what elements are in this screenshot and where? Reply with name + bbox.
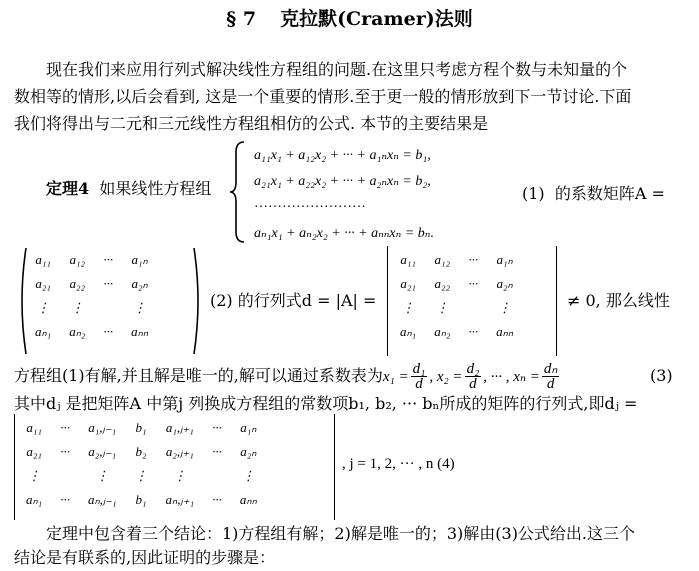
eq-number-3: (3) (650, 366, 673, 385)
coef-matrix-cell: a₂₁ (35, 276, 51, 291)
dj-matrix-cell: aₙ₁ (26, 492, 43, 507)
system-brace (228, 140, 248, 244)
theorem-lead (46, 175, 211, 202)
det-matrix-cell: a₂₁ (400, 276, 416, 291)
dj-matrix-cell: ⋮ (27, 468, 41, 483)
coef-matrix-cell (94, 296, 122, 320)
dj-index-range: , j = 1, 2, ··· , n (4) (342, 456, 455, 472)
det-matrix-row (391, 296, 522, 320)
fraction-d2-num: d₂ (466, 361, 480, 377)
det-matrix-cell: ··· (468, 252, 479, 267)
coef-matrix-cell: ⋮ (133, 300, 147, 315)
coef-matrix-text: 的系数矩阵A = (554, 184, 665, 203)
dj-matrix-cell: ··· (60, 444, 70, 459)
xn-label: , ··· , xₙ = (483, 369, 540, 385)
matrix-right-paren (192, 246, 204, 356)
fraction-dn-den: d (546, 376, 555, 392)
coef-matrix-cell: ⋮ (70, 300, 84, 315)
fraction-d1 (411, 362, 428, 391)
dj-matrix-cell: ··· (212, 444, 222, 459)
det-matrix-cell: ⋮ (401, 300, 415, 315)
det-matrix-cell (459, 296, 487, 320)
coef-matrix-cell: a₂ₙ (131, 276, 148, 291)
fraction-d1-num: d₁ (412, 361, 426, 377)
coef-matrix-cell: aₙ₂ (69, 324, 86, 339)
theorem-label: 定理4 (46, 179, 90, 198)
intro-line-3: 我们将得出与二元和三元线性方程组相仿的公式. 本节的主要结果是 (14, 114, 489, 133)
coef-matrix-cell: ··· (103, 252, 114, 267)
equation-system (254, 143, 434, 247)
dj-right-bar (334, 414, 335, 520)
coef-matrix-row (26, 296, 157, 320)
dj-left-bar (14, 414, 15, 520)
dj-matrix-cell: aₙₙ (239, 492, 257, 507)
dj-matrix-cell: ··· (60, 420, 70, 435)
dj-matrix-cell: a₁₁ (26, 420, 42, 435)
dj-matrix (17, 416, 266, 512)
det-right-bar (556, 246, 557, 356)
coef-matrix-cell: a₁₂ (69, 252, 86, 267)
dj-matrix-cell: a₂₁ (26, 444, 42, 459)
dj-matrix-cell: ⋮ (95, 468, 109, 483)
x2-label: , x₂ = (429, 369, 463, 385)
theorem-lead-text: 如果线性方程组 (99, 179, 212, 198)
dj-matrix-cell: b₁ (135, 420, 147, 435)
det-matrix-cell: aₙ₁ (400, 324, 417, 339)
conclusion-line-2: 结论是有联系的,因此证明的步骤是： (14, 548, 276, 567)
dj-matrix-cell: a₁ₙ (240, 420, 257, 435)
det-matrix-cell: aₙ₂ (434, 324, 451, 339)
coef-matrix-cell: a₁₁ (35, 252, 51, 267)
eq-number-1: (1) (522, 184, 545, 203)
coefficient-matrix (26, 248, 157, 344)
determinant-text: (2) 的行列式d = |A| = (210, 291, 377, 310)
dj-matrix-cell: ⋮ (173, 468, 187, 483)
det-matrix-cell: a₂₂ (434, 276, 451, 291)
dj-matrix-cell: b₁ (135, 492, 147, 507)
dj-matrix-cell: a₂,ⱼ₊₁ (165, 444, 194, 459)
dj-matrix-cell: a₂,ⱼ₋₁ (88, 444, 117, 459)
dj-matrix-cell: ⋮ (134, 468, 148, 483)
nonzero-condition: ≠ 0, 那么线性 (567, 291, 670, 310)
dj-matrix-row (17, 488, 266, 512)
dj-matrix-cell: b₂ (135, 444, 147, 459)
dj-matrix-row (17, 440, 266, 464)
det-left-bar (387, 246, 388, 356)
dj-matrix-cell (203, 464, 231, 488)
det-matrix-cell: ··· (468, 324, 479, 339)
dj-matrix-cell: ··· (212, 420, 222, 435)
dj-matrix-cell: a₁,ⱼ₊₁ (165, 420, 194, 435)
det-matrix-cell: ··· (468, 276, 479, 291)
dj-matrix-row (17, 464, 266, 488)
coef-matrix-cell: aₙ₁ (35, 324, 52, 339)
dj-definition: 其中dⱼ 是把矩阵A 中第j 列换成方程组的常数项b₁, b₂, ··· bₙ所成的矩阵的行列式,即dⱼ = (14, 394, 638, 413)
intro-line-1: 现在我们来应用行列式解决线性方程组的问题.在这里只考虑方程个数与未知量的个 (46, 60, 628, 79)
coef-matrix-cell: a₂₂ (69, 276, 86, 291)
coef-matrix-cell: a₁ₙ (131, 252, 148, 267)
system-eq-n: aₙ₁x₁ + aₙ₂x₂ + ··· + aₙₙxₙ = bₙ. (254, 226, 434, 241)
det-matrix-row (391, 320, 522, 344)
x1-label: x₁ = (382, 369, 409, 385)
dj-matrix-cell: ⋮ (241, 468, 255, 483)
fraction-d1-den: d (415, 376, 423, 392)
conclusion-line-1: 定理中包含着三个结论：1)方程组有解；2)解是唯一的；3)解由(3)公式给出.这三个 (46, 524, 636, 543)
section-number: § 7 (226, 8, 257, 30)
intro-line-2: 数相等的情形,以后会看到, 这是一个重要的情形.至于更一般的情形放到下一节讨论.下面 (14, 87, 632, 106)
dj-matrix-row (17, 416, 266, 440)
det-matrix-cell: aₙₙ (496, 324, 514, 339)
det-matrix-cell: ⋮ (435, 300, 449, 315)
coef-matrix-cell: aₙₙ (131, 324, 149, 339)
coef-matrix-cell: ··· (103, 276, 114, 291)
det-matrix-cell: a₁ₙ (496, 252, 513, 267)
det-matrix-cell: a₁₂ (434, 252, 451, 267)
coef-matrix-row (26, 272, 157, 296)
coef-matrix-row (26, 248, 157, 272)
fraction-dn-num: dₙ (543, 361, 558, 377)
det-matrix-cell: a₁₁ (400, 252, 416, 267)
det-matrix-row (391, 248, 522, 272)
solution-text: 方程组(1)有解,并且解是唯一的,解可以通过系数表为 (14, 366, 383, 385)
system-dots: ························ (254, 200, 366, 215)
dj-matrix-cell: ··· (212, 492, 222, 507)
dj-matrix-cell: a₂ₙ (240, 444, 257, 459)
det-matrix-cell: a₂ₙ (496, 276, 513, 291)
theorem-tail-1 (522, 180, 665, 207)
dj-matrix-cell: ··· (60, 492, 70, 507)
section-title (0, 4, 699, 31)
det-matrix-cell: ⋮ (498, 300, 512, 315)
coef-matrix-cell: ⋮ (36, 300, 50, 315)
determinant-matrix (391, 248, 522, 344)
coef-matrix-row (26, 320, 157, 344)
det-matrix-row (391, 272, 522, 296)
fraction-d2-den: d (469, 376, 477, 392)
fraction-dn (542, 362, 559, 391)
dj-matrix-cell: aₙ,ⱼ₊₁ (165, 492, 195, 507)
dj-matrix-cell: aₙ,ⱼ₋₁ (87, 492, 117, 507)
section-heading: 克拉默(Cramer)法则 (280, 8, 473, 30)
system-eq-1: a₁₁x₁ + a₁₂x₂ + ··· + a₁ₙxₙ = b₁, (254, 148, 431, 163)
fraction-d2 (465, 362, 482, 391)
system-eq-2: a₂₁x₁ + a₂₂x₂ + ··· + a₂ₙxₙ = b₂, (254, 174, 431, 189)
dj-matrix-cell: a₁,ⱼ₋₁ (88, 420, 117, 435)
dj-matrix-cell (51, 464, 79, 488)
coef-matrix-cell: ··· (103, 324, 114, 339)
